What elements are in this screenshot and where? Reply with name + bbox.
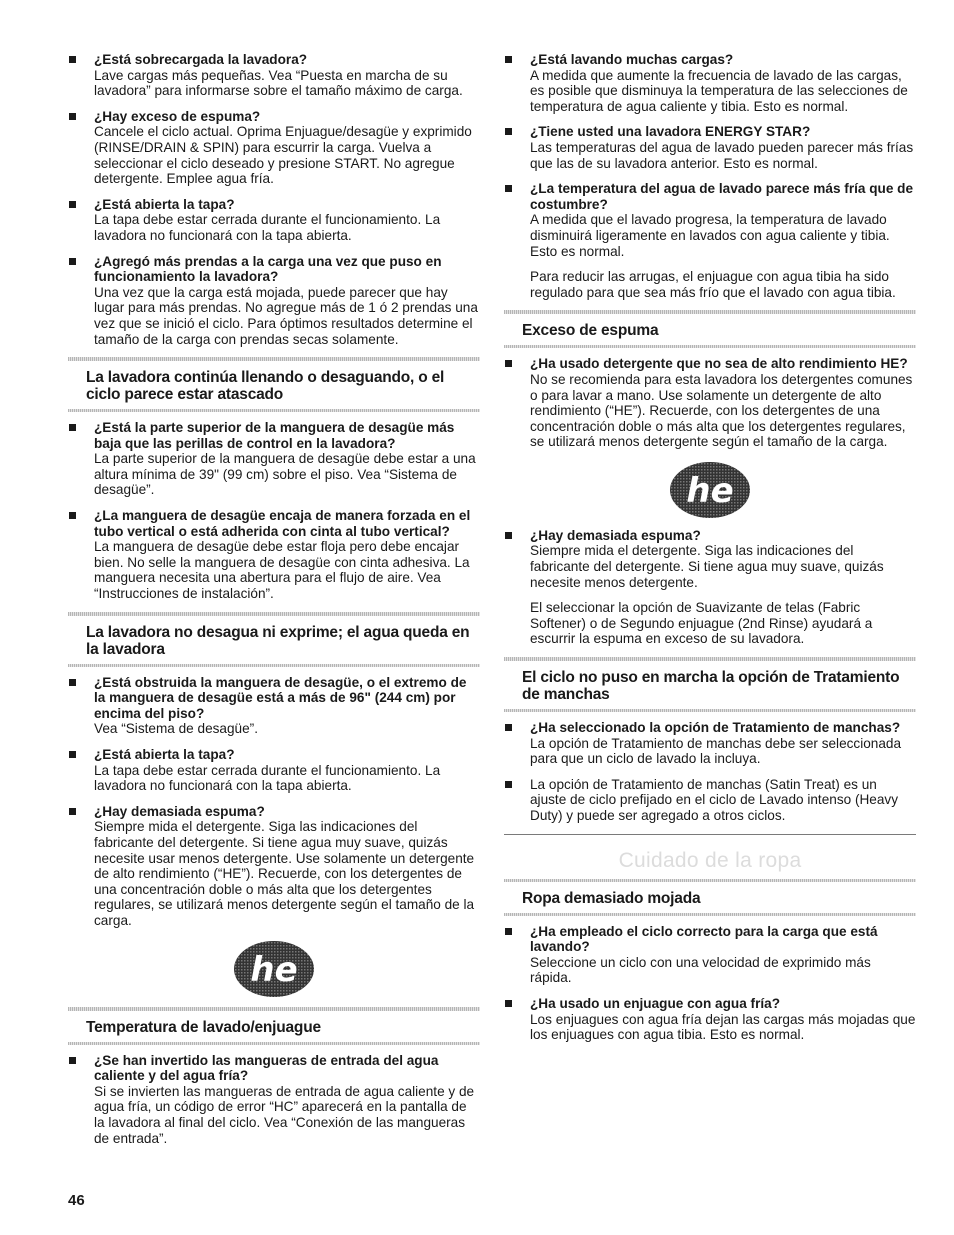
list-item xyxy=(68,804,480,929)
section-heading: Exceso de espuma xyxy=(522,322,659,340)
answer: No se recomienda para esta lavadora los detergentes comunes o para lavar a mano. Use solamente un detergente de alto rendimiento (“HE”). Recuerde, con los detergentes de una concentración doble o más alta que los detergentes regulares, se utilizará menos detergente según el tamaño de la carga. xyxy=(530,371,913,450)
list-item xyxy=(68,197,480,244)
answer: Vea “Sistema de desagüe”. xyxy=(94,721,258,737)
svg-text:he: he xyxy=(686,470,734,511)
question: ¿La temperatura del agua de lavado parece más fría que de costumbre? xyxy=(530,181,914,212)
svg-text:he: he xyxy=(250,949,298,990)
divider xyxy=(68,1007,480,1011)
left-group3 xyxy=(68,675,480,929)
bullet-icon xyxy=(69,512,76,519)
bullet-icon xyxy=(505,928,512,935)
bullet-icon xyxy=(505,532,512,539)
bullet-icon xyxy=(505,1000,512,1007)
bullet-icon xyxy=(69,113,76,120)
bullet-icon xyxy=(505,781,512,788)
divider xyxy=(68,1042,480,1045)
answer: Las temperaturas del agua de lavado pueden parecer más frías que las de su lavadora anterior. Esto es normal. xyxy=(530,139,914,171)
bullet-icon xyxy=(69,56,76,63)
bullet-icon xyxy=(69,808,76,815)
right-group4 xyxy=(504,720,916,824)
divider xyxy=(504,657,916,661)
question: ¿Tiene usted una lavadora ENERGY STAR? xyxy=(530,124,811,140)
right-group2 xyxy=(504,356,916,450)
question: ¿Hay demasiada espuma? xyxy=(530,527,701,543)
answer: La opción de Tratamiento de manchas debe ser seleccionada para que un ciclo de lavado la incluya. xyxy=(530,735,902,767)
section-heading: El ciclo no puso en marcha la opción de Tratamiento de manchas xyxy=(522,669,900,704)
question: ¿La manguera de desagüe encaja de manera forzada en el tubo vertical o está adherida con cinta al tubo vertical? xyxy=(94,508,471,539)
list-item xyxy=(68,508,480,602)
divider xyxy=(504,345,916,348)
list-item xyxy=(504,924,916,986)
bullet-icon xyxy=(505,128,512,135)
bullet-icon xyxy=(505,56,512,63)
answer: A medida que aumente la frecuencia de lavado de las cargas, es posible que disminuya la temperatura de las selecciones de temperatura de agua caliente y tibia. Esto es normal. xyxy=(530,67,908,114)
answer: Lave cargas más pequeñas. Vea “Puesta en marcha de su lavadora” para informarse sobre el tamaño máximo de carga. xyxy=(94,67,463,99)
he-logo-icon xyxy=(668,460,752,520)
divider xyxy=(504,913,916,916)
list-item xyxy=(68,747,480,794)
section-heading: La lavadora continúa llenando o desaguando, o el ciclo parece estar atascado xyxy=(86,369,445,404)
left-group1 xyxy=(68,52,480,347)
list-item xyxy=(504,124,916,171)
bullet-icon xyxy=(69,258,76,265)
section-heading: Ropa demasiado mojada xyxy=(522,889,701,907)
left-group4 xyxy=(68,1053,480,1147)
list-item xyxy=(504,52,916,114)
answer: Siempre mida el detergente. Siga las indicaciones del fabricante del detergente. Si tiene agua muy suave, quizás necesite usar menos detergente. Use solamente un detergente de alto rendimiento (“HE”). Recuerde, con los detergentes de una concentración doble o más alta que los detergentes regulares, se utilizará menos detergente según el tamaño de la carga. xyxy=(94,819,475,928)
list-item xyxy=(504,720,916,767)
list-item xyxy=(504,356,916,450)
right-group5 xyxy=(504,924,916,1043)
question: ¿Ha seleccionado la opción de Tratamiento de manchas? xyxy=(530,720,901,736)
divider xyxy=(68,409,480,412)
list-item xyxy=(68,1053,480,1147)
question: ¿Está abierta la tapa? xyxy=(94,747,235,762)
answer: Cancele el ciclo actual. Oprima Enjuague/desagüe y exprimido (RINSE/DRAIN & SPIN) para escurrir la carga. Vuelva a seleccionar el ciclo deseado y presione START. No agregue detergente. Emplee agua fría. xyxy=(94,124,472,187)
bullet-icon xyxy=(69,679,76,686)
question: ¿Está obstruida la manguera de desagüe, o el extremo de la manguera de desagüe está a más de 96" (244 cm) por encima del piso? xyxy=(94,674,467,721)
question: ¿Está la parte superior de la manguera de desagüe más baja que las perillas de control en la lavadora? xyxy=(94,420,455,451)
he-logo-icon xyxy=(232,939,316,999)
answer: La tapa debe estar cerrada durante el funcionamiento. La lavadora no funcionará con la tapa abierta. xyxy=(94,212,441,243)
answer: Los enjuagues con agua fría dejan las cargas más mojadas que los enjuagues con agua tibia. Esto es normal. xyxy=(530,1011,916,1043)
list-item xyxy=(68,52,480,99)
right-group3 xyxy=(504,528,916,590)
divider xyxy=(68,357,480,361)
bullet-icon xyxy=(69,1057,76,1064)
answer: La opción de Tratamiento de manchas (Satin Treat) es un ajuste de ciclo prefijado en el ciclo de Lavado intenso (Heavy Duty) y puede ser agregado a otros ciclos. xyxy=(530,776,899,823)
answer: Seleccione un ciclo con una velocidad de exprimido más rápida. xyxy=(530,954,871,986)
left-group2 xyxy=(68,420,480,602)
answer: La tapa debe estar cerrada durante el funcionamiento. La lavadora no funcionará con la tapa abierta. xyxy=(94,762,441,794)
answer: La manguera de desagüe debe estar floja pero debe encajar bien. No selle la manguera de desagüe con cinta adhesiva. La manguera necesita una abertura para el flujo de aire. Vea “Instrucciones de instalación”. xyxy=(94,539,470,602)
paragraph: El seleccionar la opción de Suavizante de telas (Fabric Softener) o de Segundo enjuague (2nd Rinse) ayudará a escurrir la espuma en exceso de su lavadora. xyxy=(530,600,873,647)
bullet-icon xyxy=(505,724,512,731)
question: ¿Se han invertido las mangueras de entrada del agua caliente y del agua fría? xyxy=(94,1052,439,1084)
bullet-icon xyxy=(69,424,76,431)
question: ¿Ha empleado el ciclo correcto para la carga que está lavando? xyxy=(530,923,878,955)
list-item xyxy=(68,254,480,348)
answer: Una vez que la carga está mojada, puede parecer que hay lugar para más prendas. No agregue más de 1 ó 2 prendas una vez que se inició el ciclo. Para óptimos resultados determine el tamaño de la carga con prendas secas solamente. xyxy=(94,284,478,347)
page-number: 46 xyxy=(68,1192,85,1209)
question: ¿Agregó más prendas a la carga una vez que puso en funcionamiento la lavadora? xyxy=(94,253,442,285)
divider xyxy=(68,664,480,667)
divider xyxy=(504,709,916,712)
bullet-icon xyxy=(69,751,76,758)
question: ¿Está lavando muchas cargas? xyxy=(530,52,734,67)
answer: Si se invierten las mangueras de entrada de agua caliente y de agua fría, un código de error “HC” aparecerá en la pantalla de la lavadora al final del ciclo. Vea “Conexión de las mangueras de entrada”. xyxy=(94,1083,475,1146)
question: ¿Ha usado un enjuague con agua fría? xyxy=(530,995,781,1011)
question: ¿Hay demasiada espuma? xyxy=(94,803,265,819)
bullet-icon xyxy=(505,185,512,192)
list-item xyxy=(68,675,480,737)
answer: A medida que el lavado progresa, la temperatura de lavado disminuirá ligeramente en lavados con agua caliente y tibia. Esto es normal. xyxy=(530,212,890,259)
right-column xyxy=(504,52,916,1053)
answer: La parte superior de la manguera de desagüe debe estar a una altura mínima de 39" (99 cm) sobre el piso. Vea “Sistema de desagüe”. xyxy=(94,451,476,498)
section-title: Cuidado de la ropa xyxy=(618,848,802,872)
bullet-icon xyxy=(505,360,512,367)
paragraph: Para reducir las arrugas, el enjuague con agua tibia ha sido regulado para que sea más frío que el lavado con agua tibia. xyxy=(530,269,896,300)
divider xyxy=(68,612,480,616)
list-item xyxy=(504,996,916,1043)
divider xyxy=(504,310,916,314)
answer: Siempre mida el detergente. Siga las indicaciones del fabricante del detergente. Si tiene agua muy suave, quizás necesite menos detergente. xyxy=(530,543,884,590)
bullet-icon xyxy=(69,201,76,208)
list-item xyxy=(504,777,916,824)
list-item xyxy=(504,528,916,590)
section-heading: La lavadora no desagua ni exprime; el agua queda en la lavadora xyxy=(86,623,470,658)
list-item xyxy=(68,420,480,498)
question: ¿Ha usado detergente que no sea de alto rendimiento HE? xyxy=(530,356,908,372)
question: ¿Está abierta la tapa? xyxy=(94,196,235,212)
list-item xyxy=(504,181,916,259)
question: ¿Hay exceso de espuma? xyxy=(94,108,261,124)
left-column xyxy=(68,52,480,1156)
section-heading: Temperatura de lavado/enjuague xyxy=(86,1018,321,1036)
list-item xyxy=(68,109,480,187)
question: ¿Está sobrecargada la lavadora? xyxy=(94,52,308,67)
divider xyxy=(504,834,916,835)
divider xyxy=(504,879,916,882)
right-group1 xyxy=(504,52,916,259)
